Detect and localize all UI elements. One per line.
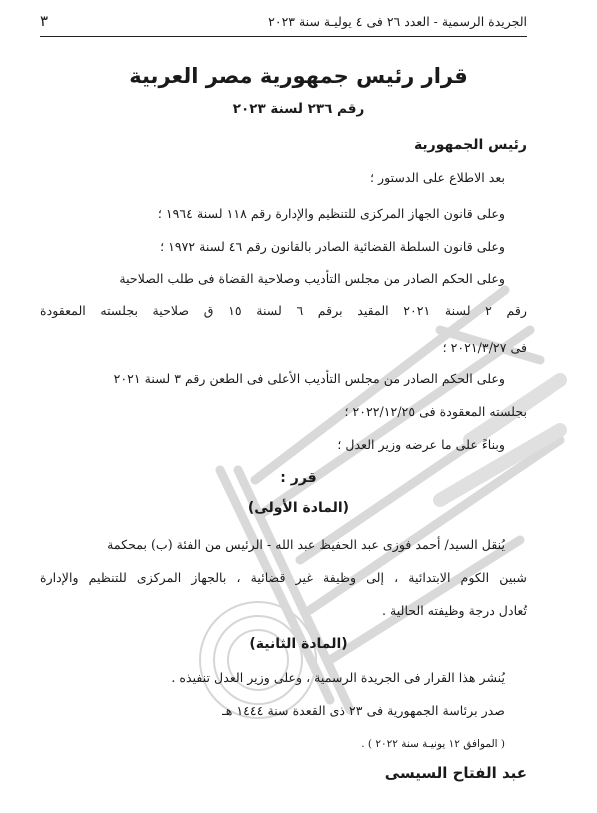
decree-number: رقم ٢٣٦ لسنة ٢٠٢٣ (232, 101, 365, 117)
decided-heading: قرر : (280, 470, 317, 486)
preamble-line: وعلى الحكم الصادر من مجلس التأديب وصلاحية القضاة فى طلب الصلاحية (119, 271, 505, 286)
article-2-heading: (المادة الثانية) (249, 636, 348, 652)
article-1-line: تُعادل درجة وظيفته الحالية . (382, 603, 527, 618)
signature: عبد الفتاح السيسى (384, 764, 527, 782)
preamble-line: بعد الاطلاع على الدستور ؛ (369, 170, 505, 185)
preamble-line: وبناءً على ما عرضه وزير العدل ؛ (337, 437, 505, 452)
issuer-heading: رئيس الجمهورية (413, 137, 527, 153)
page-number: ٣ (40, 12, 49, 30)
issued-line: صدر برئاسة الجمهورية فى ٢٣ ذى القعدة سنة ١٤٤٤ هـ (222, 703, 505, 718)
preamble-line: رقم ٢ لسنة ٢٠٢١ المقيد برقم ٦ لسنة ١٥ ق صلاحية بجلسته المعقودة (40, 303, 527, 318)
preamble-line: فى ٢٠٢١/٣/٢٧ ؛ (442, 340, 527, 355)
preamble-line: بجلسته المعقودة فى ٢٠٢٢/١٢/٢٥ ؛ (344, 404, 527, 419)
preamble-line: وعلى قانون الجهاز المركزى للتنظيم والإدارة رقم ١١٨ لسنة ١٩٦٤ ؛ (157, 206, 505, 221)
gazette-title: الجريدة الرسمية - العدد ٢٦ فى ٤ يوليـة سنة ٢٠٢٣ (268, 14, 527, 29)
preamble-line: وعلى قانون السلطة القضائية الصادر بالقانون رقم ٤٦ لسنة ١٩٧٢ ؛ (160, 239, 505, 254)
article-1-line: شبين الكوم الابتدائية ، إلى وظيفة غير قضائية ، بالجهاز المركزى للتنظيم والإدارة (40, 570, 527, 585)
page-header (40, 8, 527, 37)
corresponding-date: ( الموافق ١٢ يونيـة سنة ٢٠٢٢ ) . (361, 738, 505, 750)
article-2-line: يُنشر هذا القرار فى الجريدة الرسمية ، وعلى وزير العدل تنفيذه . (171, 670, 505, 685)
article-1-heading: (المادة الأولى) (247, 500, 350, 516)
preamble-line: وعلى الحكم الصادر من مجلس التأديب الأعلى فى الطعن رقم ٣ لسنة ٢٠٢١ (113, 371, 505, 386)
decree-title: قرار رئيس جمهورية مصر العربية (129, 64, 468, 88)
article-1-line: يُنقل السيد/ أحمد فوزى عبد الحفيظ عبد الله - الرئيس من الفئة (ب) بمحكمة (107, 537, 505, 552)
